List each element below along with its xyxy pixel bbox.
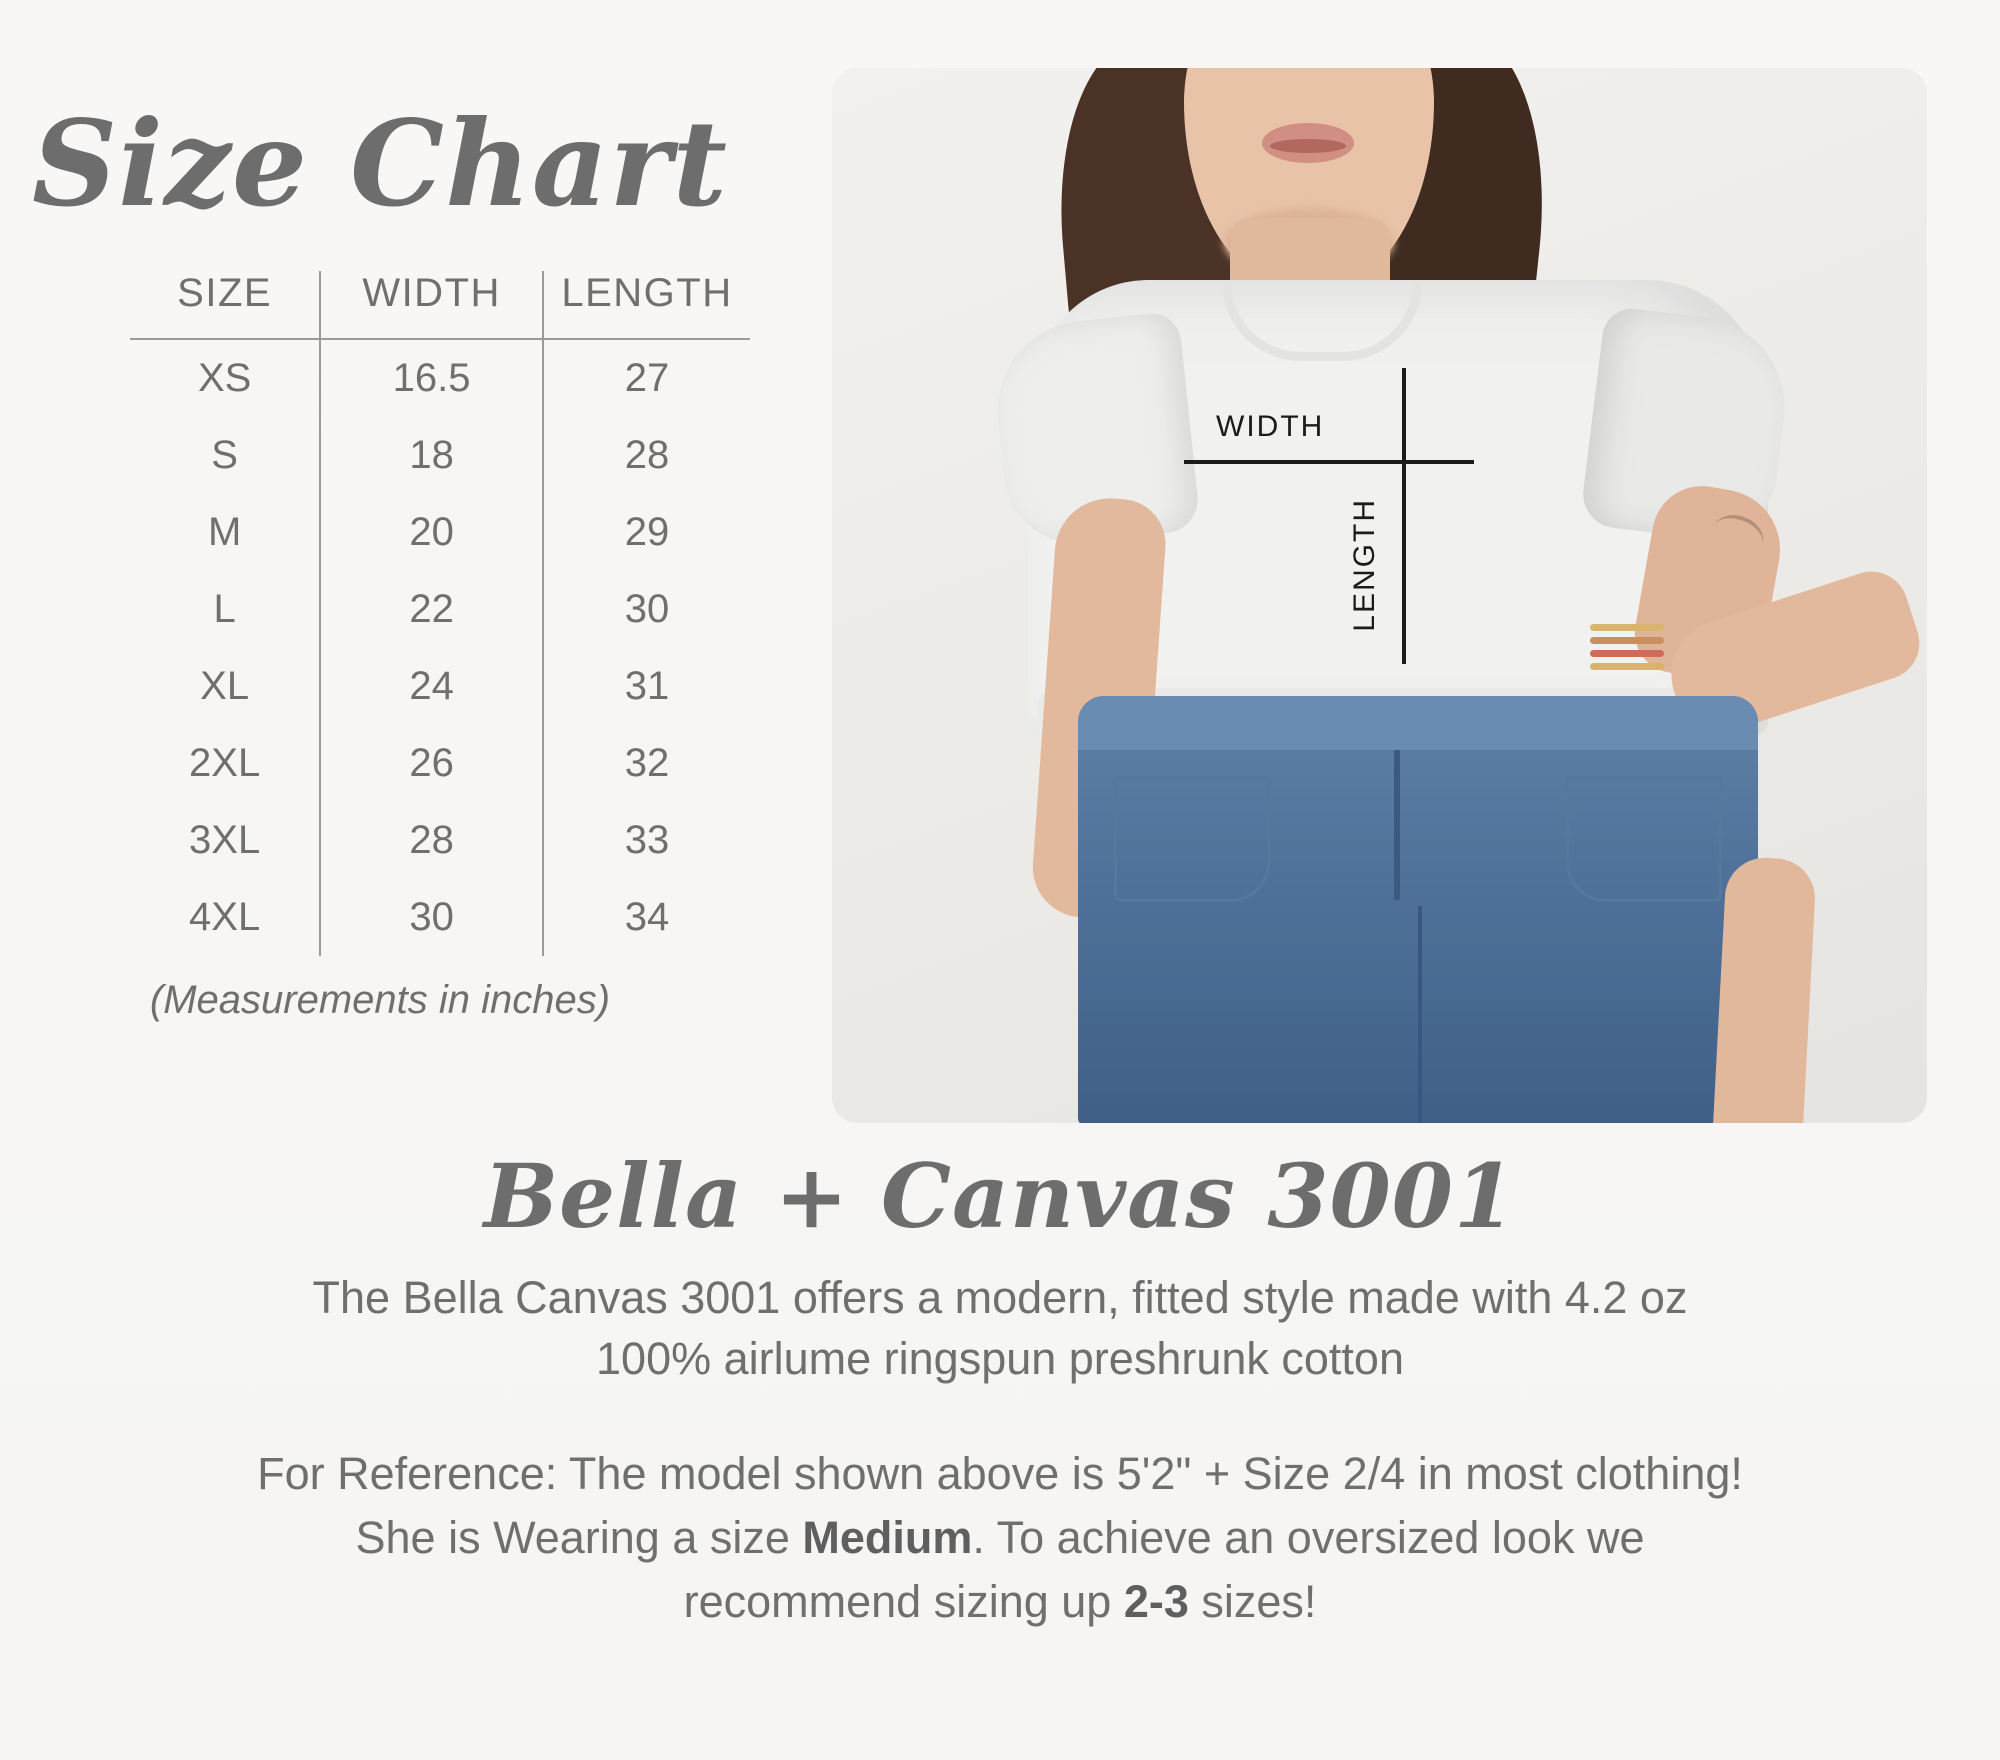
column-header-width: WIDTH <box>320 271 543 339</box>
cell-size: 2XL <box>189 741 261 785</box>
bracelets <box>1590 624 1666 680</box>
width-measure-line <box>1184 460 1474 464</box>
reference-line-3-suffix: sizes! <box>1188 1575 1317 1627</box>
model-jeans <box>1078 696 1758 1123</box>
bracelet <box>1590 637 1664 644</box>
cell-size: XL <box>200 664 250 708</box>
table-row <box>130 339 750 417</box>
table-row <box>130 417 750 494</box>
table-row <box>130 802 750 879</box>
cell-width: 26 <box>320 725 543 802</box>
size-chart-panel <box>0 0 820 1120</box>
reference-sizes-up: 2-3 <box>1123 1575 1189 1627</box>
cell-width: 20 <box>320 494 543 571</box>
model-photo <box>832 68 1927 1123</box>
table-row <box>130 725 750 802</box>
table-header-row <box>130 271 750 339</box>
size-table-head <box>130 271 750 339</box>
measurement-note: (Measurements in inches) <box>149 978 611 1022</box>
width-measure-label: WIDTH <box>1216 410 1325 443</box>
table-row <box>130 494 750 571</box>
cell-length: 34 <box>624 895 670 939</box>
jeans-pocket-left <box>1114 776 1270 902</box>
description-line-1: The Bella Canvas 3001 offers a modern, fitted style made with 4.2 oz <box>312 1272 1688 1324</box>
cell-width: 22 <box>320 571 543 648</box>
jeans-fly <box>1394 750 1400 900</box>
cell-size: L <box>213 587 236 631</box>
cell-length: 28 <box>624 433 670 477</box>
cell-length: 33 <box>624 818 670 862</box>
length-measure-line <box>1402 368 1406 664</box>
cell-size: XS <box>197 356 252 400</box>
reference-line-2-prefix: She is Wearing a size <box>355 1511 803 1563</box>
cell-width: 18 <box>320 417 543 494</box>
reference-line-1: For Reference: The model shown above is 5'2" + Size 2/4 in most clothing! <box>257 1447 1743 1499</box>
cell-width: 30 <box>320 879 543 956</box>
reference-size-medium: Medium <box>802 1511 973 1563</box>
product-description <box>220 1268 1780 1390</box>
cell-size: 4XL <box>189 895 261 939</box>
bracelet <box>1590 663 1664 670</box>
jeans-pocket-right <box>1566 776 1722 902</box>
cell-length: 31 <box>624 664 670 708</box>
size-table <box>130 271 750 956</box>
page-title: Size Chart <box>31 94 729 233</box>
column-header-size: SIZE <box>177 271 273 315</box>
cell-size: 3XL <box>189 818 261 862</box>
product-title: Bella + Canvas 3001 <box>483 1144 1517 1248</box>
reference-line-3-prefix: recommend sizing up <box>683 1575 1124 1627</box>
model-leg <box>1713 856 1817 1123</box>
table-row <box>130 879 750 956</box>
cell-width: 16.5 <box>320 339 543 417</box>
table-row <box>130 648 750 725</box>
cell-length: 30 <box>624 587 670 631</box>
photo-illustration <box>832 68 1927 1123</box>
model-lips <box>1262 123 1354 163</box>
cell-width: 24 <box>320 648 543 725</box>
reference-line-2-suffix: . To achieve an oversized look we <box>972 1511 1645 1563</box>
cell-size: M <box>207 510 242 554</box>
bracelet <box>1590 624 1664 631</box>
cell-length: 32 <box>624 741 670 785</box>
jeans-seam <box>1418 906 1422 1123</box>
length-measure-label: LENGTH <box>1348 498 1381 632</box>
bracelet <box>1590 650 1664 657</box>
column-header-length: LENGTH <box>561 271 733 315</box>
size-table-body <box>130 339 750 956</box>
model-reference-note <box>160 1442 1840 1634</box>
description-line-2: 100% airlume ringspun preshrunk cotton <box>596 1333 1404 1385</box>
product-info <box>0 1144 2000 1634</box>
cell-length: 29 <box>624 510 670 554</box>
cell-length: 27 <box>624 356 670 400</box>
cell-size: S <box>211 433 238 477</box>
table-row <box>130 571 750 648</box>
cell-width: 28 <box>320 802 543 879</box>
